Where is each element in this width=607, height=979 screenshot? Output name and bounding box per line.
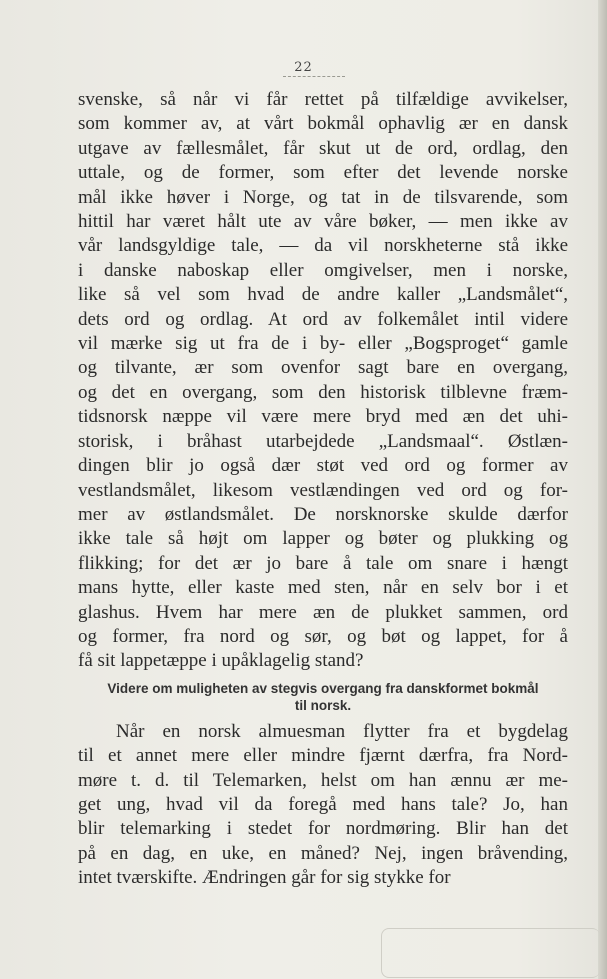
text-line: blir telemarking i stedet for nordmøring. Blir han det: [78, 818, 568, 840]
text-line: Når en norsk almuesman flytter fra et bygdelag: [116, 720, 568, 742]
text-line: i danske naboskap eller omgivelser, men i norske,: [78, 259, 568, 281]
text-line: utgave av fællesmålet, får skut ut de ord, ordlag, den: [78, 137, 568, 159]
text-line: mans hytte, eller kaste med sten, når en selv bor i et: [78, 577, 568, 599]
paragraph-1: [78, 88, 568, 674]
section-heading: [78, 680, 568, 714]
paragraph-2: [78, 720, 568, 891]
page-corner-frame: [381, 928, 600, 978]
text-line: og former, fra nord og sør, og bøt og lappet, for å: [78, 625, 568, 647]
page-number: 22: [294, 60, 313, 75]
text-line: intet tværskifte. Ændringen går for sig stykke for: [78, 867, 451, 889]
text-line: til et annet mere eller mindre fjærnt dærfra, fra Nord-: [78, 745, 568, 767]
text-line: møre t. d. til Telemarken, helst om han ænnu ær me-: [78, 769, 568, 791]
text-line: vår landsgyldige tale, — da vil norskheterne stå ikke: [78, 235, 568, 257]
text-line: mer av østlandsmålet. De norsknorske skulde dærfor: [78, 503, 568, 525]
text-line: på en dag, en uke, en måned? Nej, ingen bråvending,: [78, 842, 568, 864]
section-heading-line: til norsk.: [294, 697, 352, 713]
text-line: dingen blir jo også dær støt ved ord og former av: [78, 455, 568, 477]
text-line: som kommer av, at vårt bokmål ophavlig ær en dansk: [78, 113, 568, 135]
text-line: svenske, så når vi får rettet på tilfældige avvikelser,: [78, 89, 568, 110]
text-line: tidsnorsk næppe vil være mere bryd med æn det uhi-: [78, 406, 568, 428]
page-edge: [598, 0, 607, 979]
text-line: mål ikke høver i Norge, og tat in de tilsvarende, som: [78, 186, 568, 208]
text-line: uttale, og de former, som efter det levende norske: [78, 162, 568, 184]
text-line: og tilvante, ær som ovenfor sagt bare en overgang,: [78, 357, 568, 379]
text-line: og det en overgang, som den historisk tilblevne fræm-: [78, 381, 568, 403]
text-line: dets ord og ordlag. At ord av folkemålet intil videre: [78, 308, 568, 330]
section-heading-line: Videre om muligheten av stegvis overgang fra danskformet bokmål: [107, 680, 539, 696]
text-line: flikking; for det ær jo bare å tale om snare i hængt: [78, 552, 568, 574]
text-line: ikke tale så højt om lapper og bøter og plukking og: [78, 528, 568, 550]
text-line: vestlandsmålet, likesom vestlændingen ved ord og for-: [78, 479, 568, 501]
body-text: [78, 88, 568, 891]
text-line: like så vel som hvad de andre kaller „Landsmålet“,: [78, 284, 568, 306]
text-line: vil mærke sig ut fra de i by- eller „Bogsproget“ gamle: [78, 333, 568, 355]
text-line: få sit lappetæppe i upåklagelig stand?: [78, 650, 364, 672]
text-line: hittil har været hålt ute av våre bøker, — men ikke av: [78, 211, 568, 233]
text-line: storisk, i bråhast utarbejdede „Landsmaal“. Østlæn-: [78, 430, 568, 452]
text-line: glashus. Hvem har mere æn de plukket sammen, ord: [78, 601, 568, 623]
header-rule: [283, 76, 345, 77]
text-line: get ung, hvad vil da foregå med hans tale? Jo, han: [78, 793, 568, 815]
